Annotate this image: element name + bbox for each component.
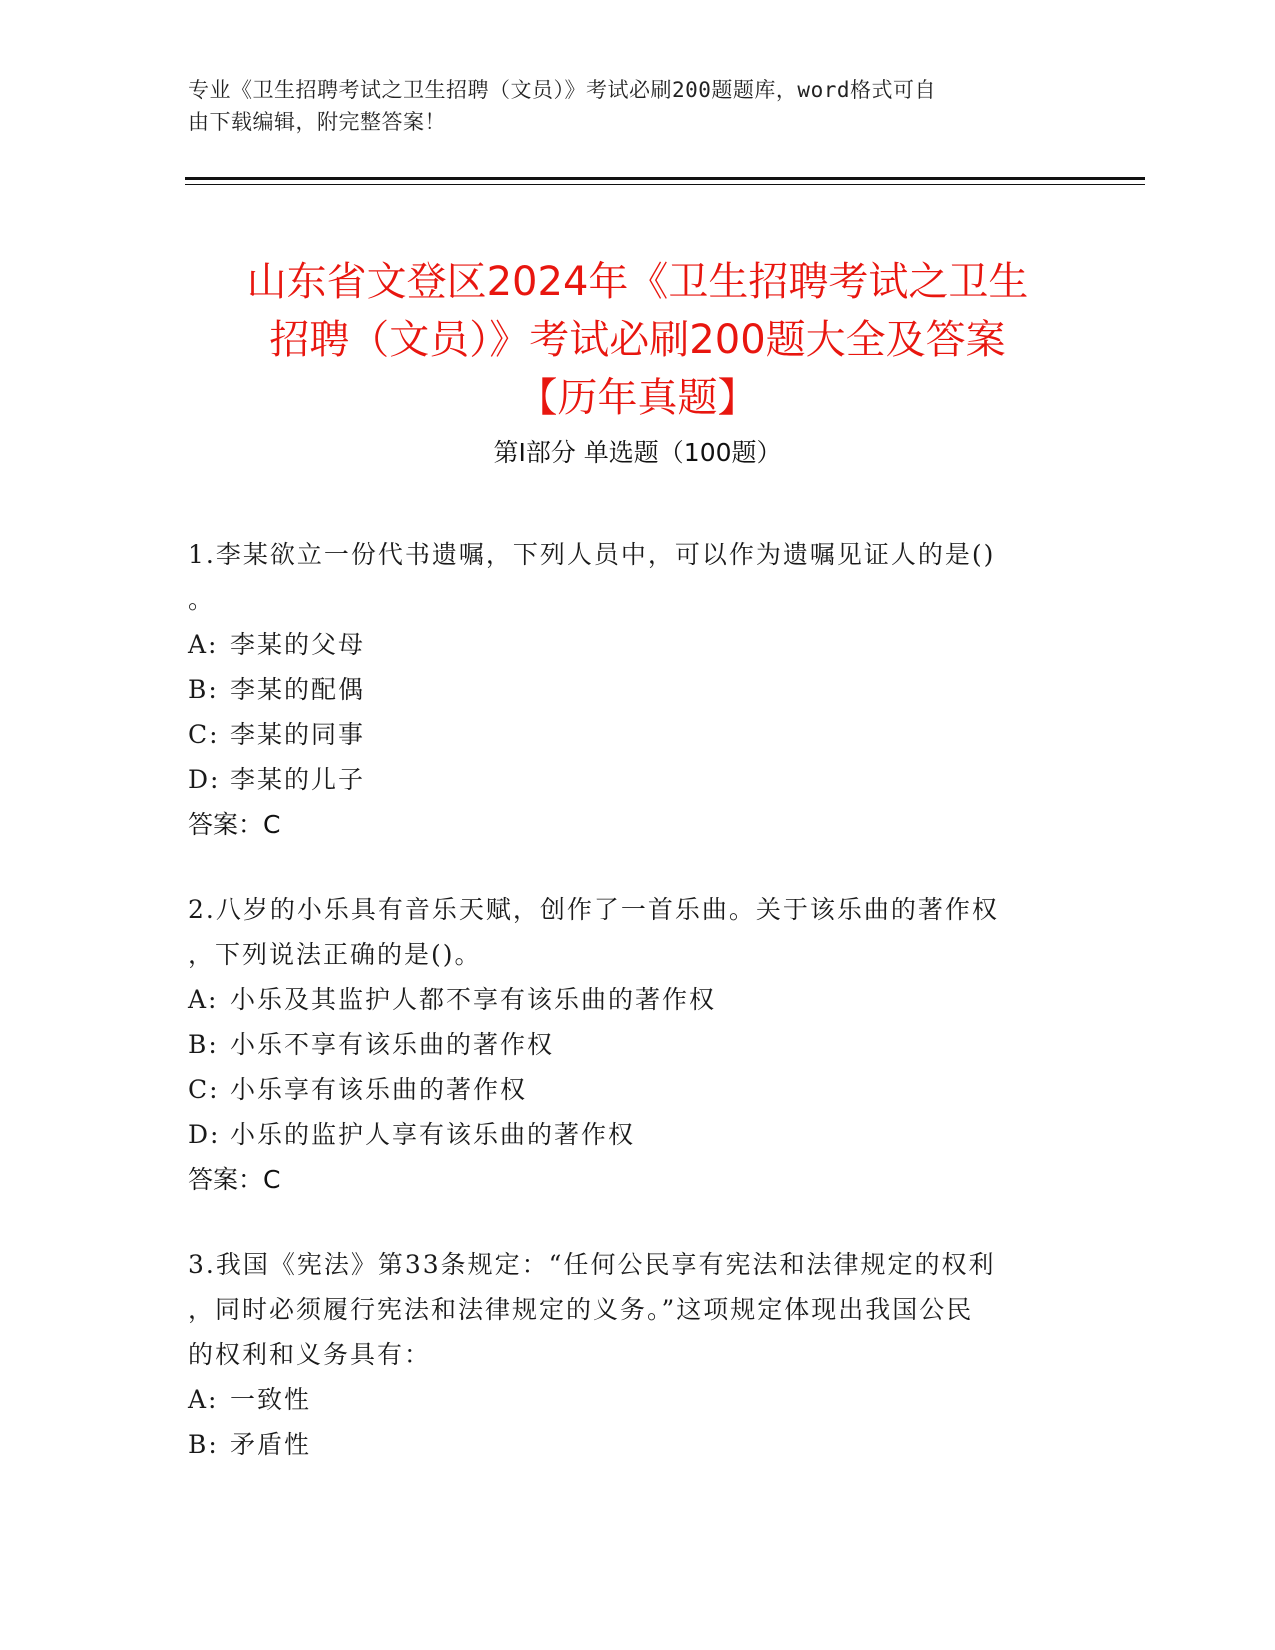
option-text: 李某的配偶 (230, 675, 366, 704)
option-key: B: (188, 1430, 219, 1459)
question-text: 1.李某欲立一份代书遗嘱，下列人员中，可以作为遗嘱见证人的是() (188, 540, 996, 569)
question-item (188, 1242, 1088, 1467)
question-text: ，同时必须履行宪法和法律规定的义务。”这项规定体现出我国公民 (188, 1295, 974, 1324)
option-text: 小乐享有该乐曲的著作权 (230, 1075, 528, 1104)
question-item (188, 887, 1088, 1202)
option-a (188, 1377, 1088, 1422)
answer-text: 答案：C (188, 810, 281, 839)
option-a (188, 622, 1088, 667)
intro-line: 专业《卫生招聘考试之卫生招聘（文员）》考试必刷200题题库，word格式可自 (188, 78, 936, 102)
option-text: 一致性 (230, 1385, 312, 1414)
question-text: 3.我国《宪法》第33条规定：“任何公民享有宪法和法律规定的权利 (188, 1250, 996, 1279)
question-text: 。 (188, 585, 216, 614)
option-d (188, 757, 1088, 802)
option-key: C: (188, 720, 220, 749)
section-heading: 第Ⅰ部分 单选题（100题） (493, 438, 782, 467)
header-divider-thin (185, 184, 1145, 185)
option-key: D: (188, 1120, 221, 1149)
option-key: A: (188, 630, 219, 659)
title-line: 山东省文登区2024年《卫生招聘考试之卫生 (246, 258, 1029, 305)
option-text: 小乐及其监护人都不享有该乐曲的著作权 (230, 985, 717, 1014)
option-key: D: (188, 765, 221, 794)
option-b (188, 667, 1088, 712)
document-title (150, 253, 1125, 427)
intro-text (188, 74, 1068, 138)
option-key: A: (188, 985, 219, 1014)
option-text: 小乐的监护人享有该乐曲的著作权 (230, 1120, 636, 1149)
question-item (188, 532, 1088, 847)
option-text: 李某的父母 (230, 630, 366, 659)
option-key: B: (188, 1030, 219, 1059)
question-text: 的权利和义务具有： (188, 1340, 432, 1369)
option-b (188, 1422, 1088, 1467)
option-key: B: (188, 675, 219, 704)
title-line: 【历年真题】 (517, 374, 758, 421)
option-d (188, 1112, 1088, 1157)
header-divider-thick (185, 177, 1145, 180)
intro-line: 由下载编辑，附完整答案！ (188, 110, 446, 134)
question-text: ，下列说法正确的是()。 (188, 940, 482, 969)
option-key: C: (188, 1075, 220, 1104)
option-key: A: (188, 1385, 219, 1414)
option-b (188, 1022, 1088, 1067)
option-a (188, 977, 1088, 1022)
question-list (188, 532, 1088, 1467)
option-c (188, 1067, 1088, 1112)
title-line: 招聘（文员）》考试必刷200题大全及答案 (269, 316, 1006, 363)
question-text: 2.八岁的小乐具有音乐天赋，创作了一首乐曲。关于该乐曲的著作权 (188, 895, 999, 924)
option-text: 李某的同事 (230, 720, 366, 749)
option-text: 矛盾性 (230, 1430, 312, 1459)
option-text: 小乐不享有该乐曲的著作权 (230, 1030, 555, 1059)
option-text: 李某的儿子 (230, 765, 366, 794)
answer-text: 答案：C (188, 1165, 281, 1194)
option-c (188, 712, 1088, 757)
